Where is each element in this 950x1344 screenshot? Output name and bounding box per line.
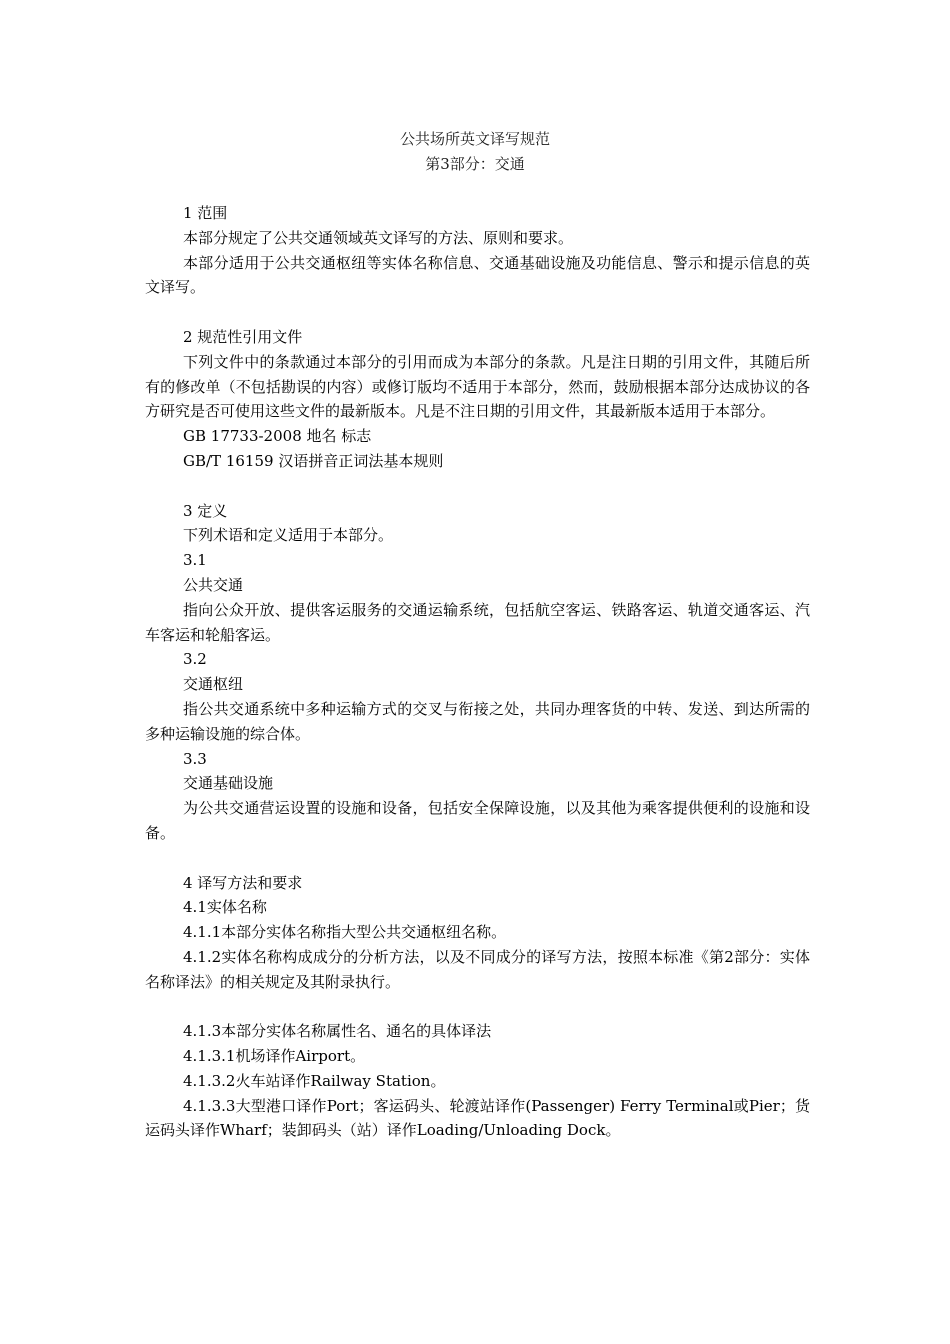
paragraph: 下列术语和定义适用于本部分。	[183, 526, 394, 545]
reference-item: GB 17733-2008 地名 标志	[183, 427, 372, 446]
clause-number: 3.3	[183, 749, 207, 768]
document-title: 公共场所英文译写规范	[399, 130, 550, 148]
clause: 4.1.3.3大型港口译作Port；客运码头、轮渡站译作(Passenger) Ferry Terminal或Pier；货运码头译作Wharf；装卸码头（站）译作Loading/Unloading Dock。	[145, 1096, 810, 1140]
section-heading-references: 2 规范性引用文件	[183, 327, 303, 346]
paragraph: 本部分适用于公共交通枢纽等实体名称信息、交通基础设施及功能信息、警示和提示信息的英文译写。	[145, 253, 810, 297]
title-block	[0, 127, 950, 177]
document-subtitle: 第3部分：交通	[425, 155, 525, 173]
definition: 指向公众开放、提供客运服务的交通运输系统，包括航空客运、铁路客运、轨道交通客运、汽车客运和轮船客运。	[145, 600, 810, 644]
term: 交通基础设施	[183, 774, 274, 793]
clause: 4.1.2实体名称构成成分的分析方法，以及不同成分的译写方法，按照本标准《第2部分：实体名称译法》的相关规定及其附录执行。	[145, 947, 810, 991]
definition: 指公共交通系统中多种运输方式的交叉与衔接之处，共同办理客货的中转、发送、到达所需的多种运输设施的综合体。	[145, 699, 810, 743]
document-body	[145, 201, 810, 1143]
section-gap	[145, 846, 810, 871]
clause: 4.1.1本部分实体名称指大型公共交通枢纽名称。	[183, 923, 507, 942]
section-heading-definitions: 3 定义	[183, 501, 228, 520]
section-heading-methods: 4 译写方法和要求	[183, 873, 303, 892]
section-gap	[145, 300, 810, 325]
paragraph: 下列文件中的条款通过本部分的引用而成为本部分的条款。凡是注日期的引用文件，其随后所有的修改单（不包括勘误的内容）或修订版均不适用于本部分，然而，鼓励根据本部分达成协议的各方研究是否可使用这些文件的最新版本。凡是不注日期的引用文件，其最新版本适用于本部分。	[145, 352, 810, 421]
definition: 为公共交通营运设置的设施和设备，包括安全保障设施，以及其他为乘客提供便利的设施和设备。	[145, 799, 810, 842]
clause-number: 3.2	[183, 650, 207, 669]
clause: 4.1实体名称	[183, 898, 267, 917]
reference-item: GB/T 16159 汉语拼音正词法基本规则	[183, 451, 444, 470]
clause: 4.1.3本部分实体名称属性名、通名的具体译法	[183, 1022, 492, 1041]
clause: 4.1.3.1机场译作Airport。	[183, 1047, 366, 1066]
clause: 4.1.3.2火车站译作Railway Station。	[183, 1071, 446, 1090]
term: 交通枢纽	[183, 675, 244, 694]
section-gap	[145, 474, 810, 499]
clause-number: 3.1	[183, 551, 207, 570]
paragraph: 本部分规定了公共交通领域英文译写的方法、原则和要求。	[183, 228, 574, 247]
section-heading-scope: 1 范围	[183, 204, 228, 222]
term: 公共交通	[183, 575, 244, 594]
section-gap	[145, 995, 810, 1020]
